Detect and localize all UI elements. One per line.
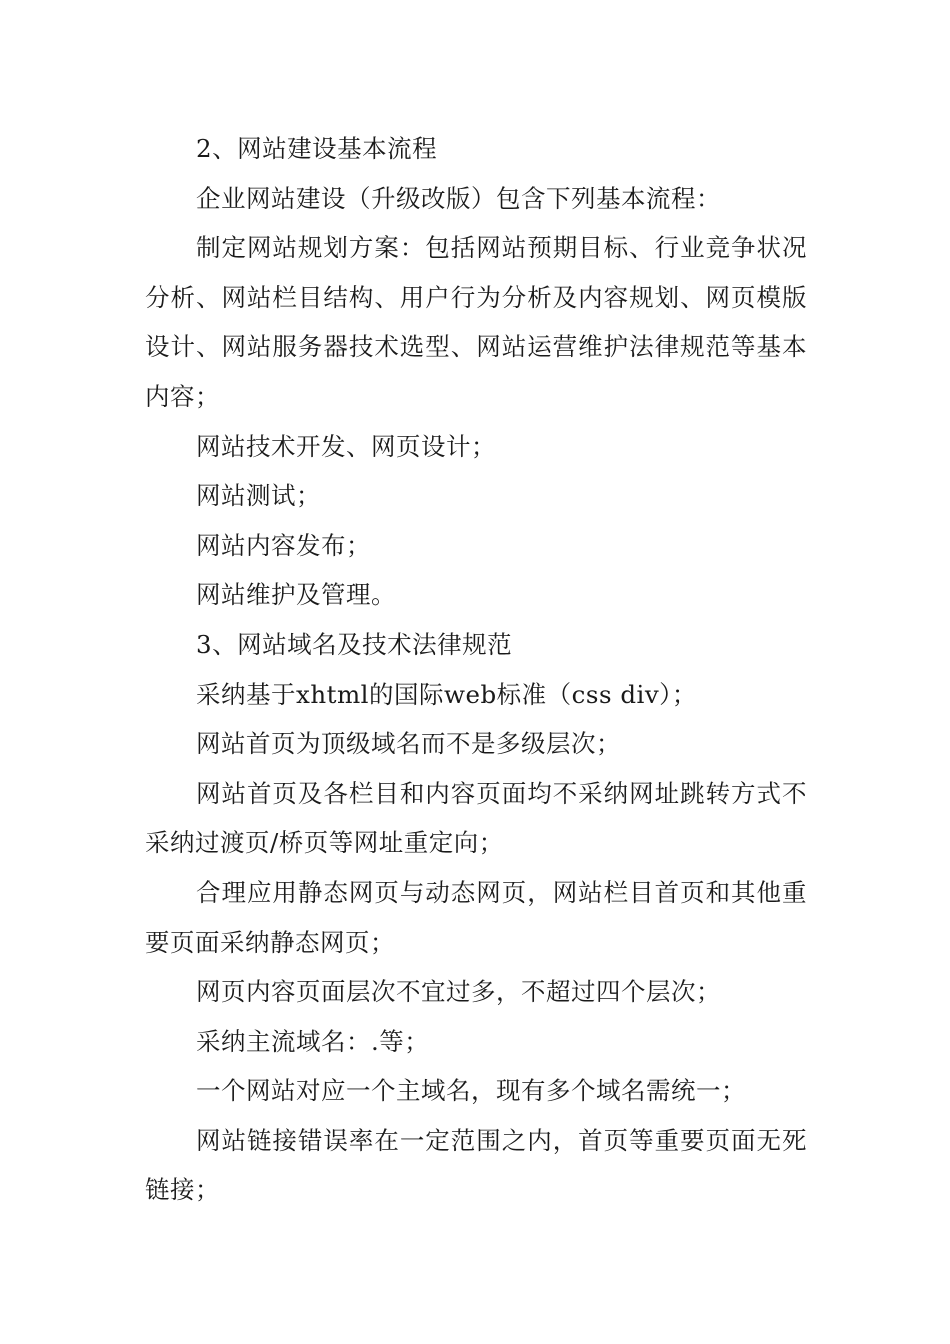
paragraph: 网页内容页面层次不宜过多，不超过四个层次；: [196, 977, 721, 1007]
paragraph: 网站测试；: [196, 481, 321, 511]
paragraph: 采纳基于xhtml的国际web标准（css div）；: [196, 679, 697, 709]
paragraph: 网站链接错误率在一定范围之内，首页等重要页面无死链接；: [145, 1125, 807, 1205]
paragraph: 网站首页及各栏目和内容页面均不采纳网址跳转方式不采纳过渡页/桥页等网址重定向；: [145, 778, 807, 858]
paragraph: 一个网站对应一个主域名，现有多个域名需统一；: [196, 1076, 746, 1106]
section-heading: 2、网站建设基本流程: [196, 134, 438, 163]
paragraph: 网站技术开发、网页设计；: [196, 431, 496, 461]
paragraph: 采纳主流域名：.等；: [196, 1026, 430, 1056]
paragraph: 合理应用静态网页与动态网页，网站栏目首页和其他重要页面采纳静态网页；: [145, 877, 807, 957]
paragraph: 企业网站建设（升级改版）包含下列基本流程：: [196, 183, 721, 213]
paragraph: 制定网站规划方案：包括网站预期目标、行业竞争状况分析、网站栏目结构、用户行为分析及内容规划、网页模版设计、网站服务器技术选型、网站运营维护法律规范等基本内容；: [145, 233, 807, 411]
section-heading: 3、网站域名及技术法律规范: [196, 629, 513, 659]
paragraph: 网站维护及管理。: [196, 580, 396, 610]
paragraph: 网站内容发布；: [196, 530, 371, 560]
paragraph: 网站首页为顶级域名而不是多级层次；: [196, 729, 621, 759]
document-body: [145, 124, 807, 1215]
